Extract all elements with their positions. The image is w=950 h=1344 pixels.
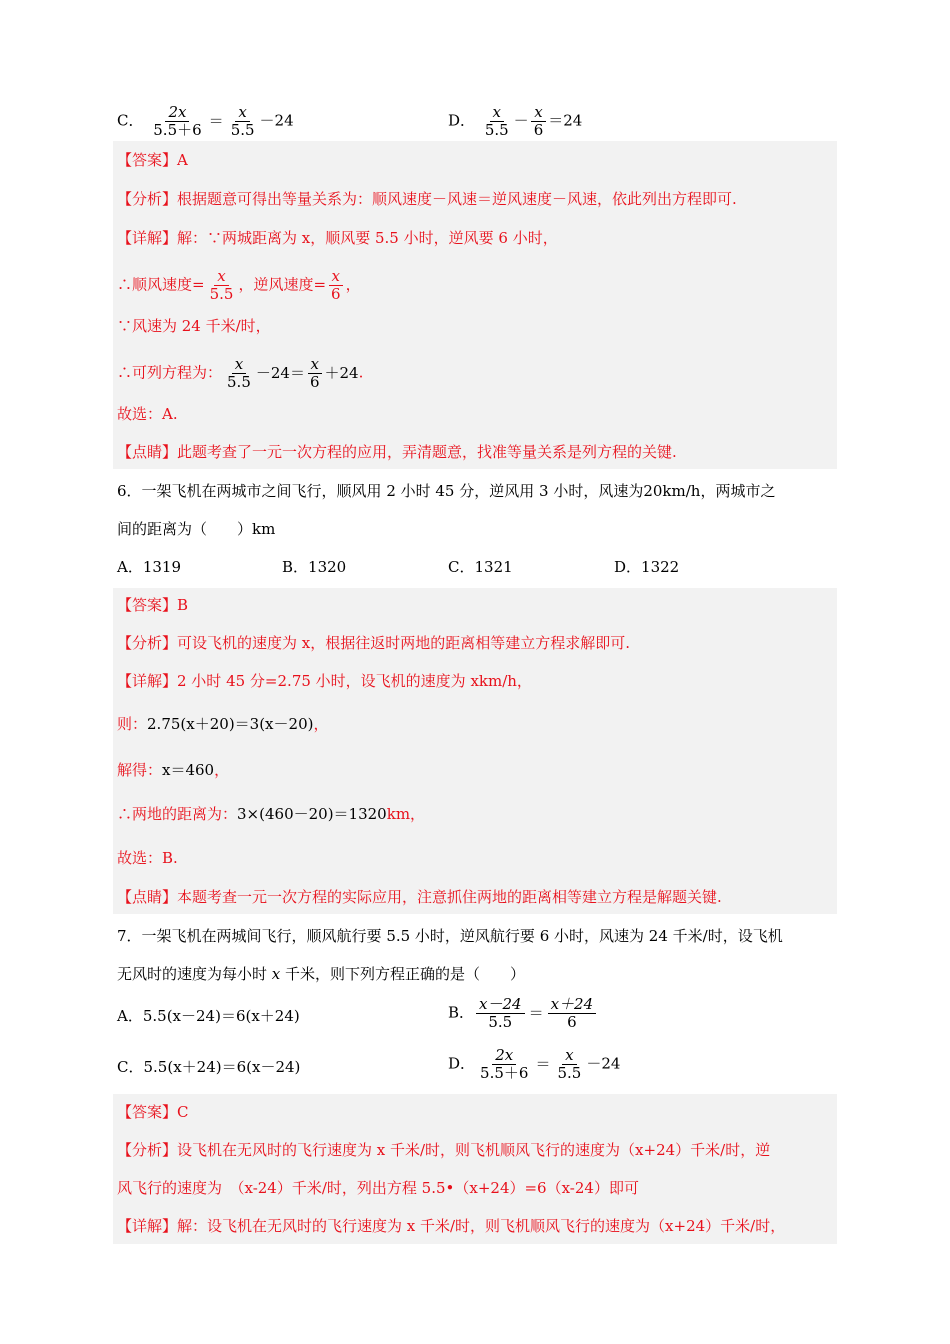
q5-wind-speed: ∵风速为 24 千米/时， [117,317,271,335]
option-label: B． [448,1003,475,1022]
text: ∴顺风速度= [117,275,205,294]
denominator: 6 [331,285,341,303]
option-label: A． [117,1007,143,1025]
q6-analysis: 【分析】可设飞机的速度为 x，根据往返时两地的距离相等建立方程求解即可. [117,634,630,652]
q6-option-d: D．1322 [614,558,680,576]
text: . [358,363,364,382]
numerator: x－24 [476,996,525,1014]
expr-tail: －24 [259,111,294,130]
text: ， [214,761,230,779]
q6-choose: 故选：B. [117,849,178,867]
numerator: x＋24 [548,996,597,1014]
q6-distance-line [117,804,425,824]
q6-then-line [117,714,328,734]
q7-detail: 【详解】解：设飞机在无风时的飞行速度为 x 千米/时，则飞机顺风飞行的速度为（x+24）千米/时， [117,1217,786,1235]
numerator: x [214,268,228,286]
q5-option-d [448,104,582,139]
denominator: 5.5＋6 [480,1064,529,1082]
q7-analysis-line1: 【分析】设飞机在无风时的飞行速度为 x 千米/时，则飞机顺风飞行的速度为（x+24）千米/时，逆 [117,1141,771,1159]
q5-answer: 【答案】A [117,151,188,169]
q7-option-b [448,996,598,1031]
q5-choose: 故选：A. [117,405,178,423]
minus: － [513,111,529,130]
fraction [477,1047,531,1082]
text: 千米，则下列方程正确的是（ ） [280,965,526,983]
equation: 5.5(x＋24)＝6(x－24) [143,1058,301,1076]
q6-stem-line1: 6．一架飞机在两城市之间飞行，顺风用 2 小时 45 分，逆风用 3 小时，风速为20km/h，两城市之 [117,482,776,500]
fraction [207,268,237,303]
q5-comment: 【点睛】此题考查了一元一次方程的应用，弄清题意，找准等量关系是列方程的关键. [117,443,677,461]
denominator: 5.5 [227,373,251,391]
fraction [228,104,258,139]
numerator: x [490,104,504,122]
q6-option-b: B．1320 [282,558,347,576]
equation: 5.5(x－24)＝6(x＋24) [142,1007,300,1025]
fraction [150,104,204,139]
q7-stem-line1: 7．一架飞机在两城间飞行，顺风航行要 5.5 小时，逆风航行要 6 小时，风速为 24 千米/时，设飞机 [117,927,783,945]
numerator: 2x [165,104,189,122]
q6-answer: 【答案】B [117,596,189,614]
text: ∴两地的距离为： [117,805,238,823]
numerator: x [531,104,545,122]
equation: 3×(460－20)＝1320 [237,805,387,823]
text: 则： [117,715,148,733]
q7-option-d [448,1047,620,1082]
q7-stem-line2 [117,964,525,984]
q6-detail: 【详解】2 小时 45 分=2.75 小时，设飞机的速度为 xkm/h， [117,672,532,690]
denominator: 5.5 [230,121,255,139]
equals: ＝ [535,1054,551,1073]
equation: 2.75(x＋20)＝3(x－20) [147,715,314,733]
denominator: 5.5＋6 [153,121,202,139]
fraction [548,996,597,1031]
expr-tail: ＝24 [548,111,583,130]
denominator: 5.5 [557,1064,582,1082]
q6-option-a: A．1319 [117,558,182,576]
numerator: x [562,1047,576,1065]
equals: ＝ [528,1003,544,1022]
equals: ＝ [208,111,224,130]
option-label: C． [117,111,144,130]
text: ， [313,715,329,733]
q7-answer: 【答案】C [117,1103,189,1121]
numerator: x [308,356,322,374]
text: ，逆风速度= [238,275,327,294]
fraction [482,104,512,139]
numerator: x [232,356,246,374]
q6-option-c: C．1321 [448,558,513,576]
fraction [531,104,547,139]
denominator: 5.5 [209,285,234,303]
text: km， [386,805,426,823]
q5-detail: 【详解】解：∵两城距离为 x，顺风要 5.5 小时，逆风要 6 小时， [117,229,558,247]
option-label: D． [448,1054,476,1073]
fraction [224,356,254,391]
text: 无风时的速度为每小时 [117,965,272,983]
text: 解得： [117,761,163,779]
q5-option-c [117,104,294,139]
text: ＋24 [324,363,359,382]
q7-option-c [117,1057,300,1077]
numerator: x [235,104,249,122]
denominator: 6 [533,121,544,139]
option-label: D． [448,111,476,130]
numerator: 2x [492,1047,516,1065]
denominator: 6 [567,1013,577,1031]
denominator: 5.5 [488,1013,513,1031]
denominator: 6 [309,373,320,391]
q6-comment: 【点睛】本题考查一元一次方程的实际应用，注意抓住两地的距离相等建立方程是解题关键. [117,888,722,906]
q5-speed-line [117,268,361,303]
equation: x＝460 [162,761,215,779]
text: －24＝ [255,363,305,382]
q5-analysis: 【分析】根据题意可得出等量关系为：顺风速度－风速＝逆风速度－风速，依此列出方程即可. [117,190,737,208]
text: ， [345,275,361,294]
q6-stem-line2: 间的距离为（ ）km [117,520,276,538]
numerator: x [329,268,343,286]
text: ∴可列方程为： [117,363,223,382]
variable: x [271,965,281,983]
denominator: 5.5 [484,121,509,139]
fraction [476,996,525,1031]
equation [222,355,359,391]
q5-equation-line [117,356,363,391]
fraction [328,268,344,303]
q7-analysis-line2: 风飞行的速度为 （x-24）千米/时，列出方程 5.5•（x+24）=6（x-24）即可 [117,1179,639,1197]
fraction [307,356,323,391]
q7-option-a [117,1006,300,1026]
fraction [554,1047,584,1082]
expr-tail: －24 [586,1054,621,1073]
option-label: C． [117,1058,144,1076]
q6-solve-line [117,760,229,780]
